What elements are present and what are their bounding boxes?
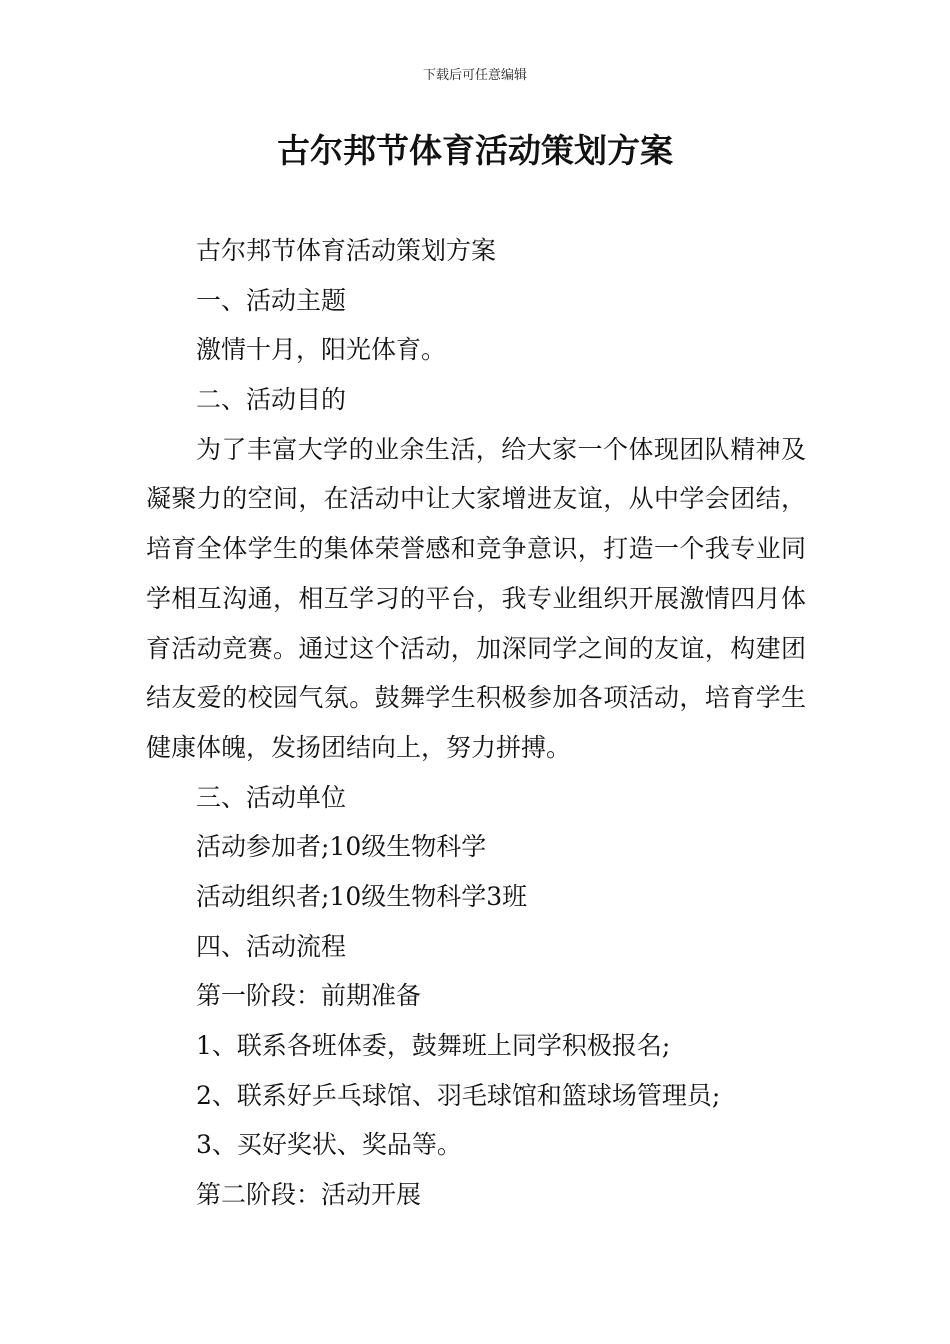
list-item: 1、联系各班体委，鼓舞班上同学积极报名; (196, 1031, 671, 1061)
section-heading-process: 四、活动流程 (196, 931, 347, 961)
section-heading-purpose: 二、活动目的 (196, 385, 347, 415)
participants-text: 活动参加者;10级生物科学 (196, 832, 487, 862)
stage1-heading: 第一阶段：前期准备 (196, 981, 422, 1011)
list-item: 3、买好奖状、奖品等。 (196, 1130, 462, 1160)
purpose-paragraph: 为了丰富大学的业余生活，给大家一个体现团队精神及凝聚力的空间，在活动中让大家增进友谊，从中学会团结，培育全体学生的集体荣誉感和竞争意识，打造一个我专业同学相互沟通，相互学习的平台，我专业组织开展激情四月体育活动竞赛。通过这个活动，加深同学之间的友谊，构建团结友爱的校园气氛。鼓舞学生积极参加各项活动，培育学生健康体魄，发扬团结向上，努力拼搏。 (146, 434, 806, 762)
theme-text: 激情十月，阳光体育。 (196, 335, 447, 365)
document-body (146, 226, 806, 1220)
document-title: 古尔邦节体育活动策划方案 (277, 131, 673, 170)
section-heading-units: 三、活动单位 (196, 782, 347, 812)
organizer-text: 活动组织者;10级生物科学3班 (196, 882, 528, 912)
header-note: 下载后可任意编辑 (422, 68, 527, 83)
subtitle: 古尔邦节体育活动策划方案 (196, 236, 497, 265)
list-item: 2、联系好乒乓球馆、羽毛球馆和篮球场管理员; (196, 1080, 721, 1110)
stage2-heading: 第二阶段：活动开展 (196, 1180, 422, 1210)
section-heading-theme: 一、活动主题 (196, 285, 347, 315)
